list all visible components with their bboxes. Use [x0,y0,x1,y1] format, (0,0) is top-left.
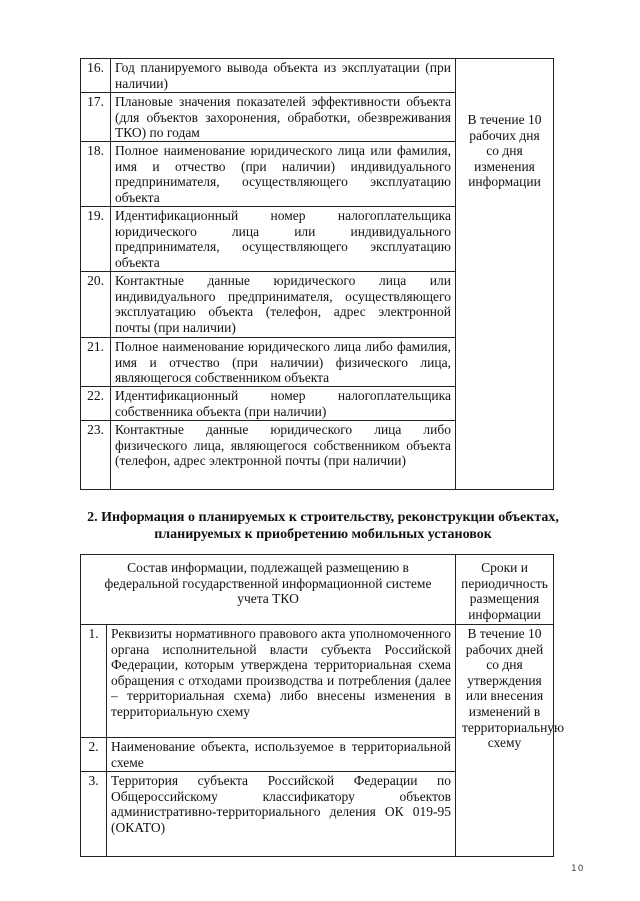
table-row [81,625,554,738]
row-number: 22. [81,387,111,421]
row-text: Наименование объекта, используемое в территориальной схеме [107,738,456,772]
row-number: 19. [81,207,111,272]
row-text: Плановые значения показателей эффективности объекта (для объектов захоронения, обработки, обезвреживания ТКО) по годам [111,93,456,142]
row-text: Территория субъекта Российской Федерации по Общероссийскому классификатору объектов административно-территориального деления ОК 019-95 (ОКАТО) [107,772,456,857]
deadline-text: В течение 10 рабочих дня со дня изменения информации [467,112,542,190]
header-deadline-column: Сроки и периодичность размещения информации [456,555,554,625]
row-text: Год планируемого вывода объекта из эксплуатации (при наличии) [111,59,456,93]
deadline-text: В течение 10 рабочих дней со дня утверждения или внесения изменений в территориальную схему [462,626,565,751]
section-heading: 2. Информация о планируемых к строительству, реконструкции объектах, планируемых к приобретению мобильных установок [87,510,559,542]
row-number: 18. [81,142,111,207]
row-text: Полное наименование юридического лица либо фамилия, имя и отчество (при наличии) физического лица, являющегося собственником объекта [111,338,456,387]
row-text: Идентификационный номер налогоплательщика юридического лица или индивидуального предпринимателя, осуществляющего эксплуатацию объекта [111,207,456,272]
page-number: 10 [571,864,585,874]
row-text: Контактные данные юридического лица либо физического лица, являющегося собственником объекта (телефон, адрес электронной почты (при наличии) [111,421,456,490]
row-number: 20. [81,272,111,338]
row-number: 2. [81,738,107,772]
table-section2 [80,554,565,857]
row-number: 21. [81,338,111,387]
table-header-row [81,555,554,625]
deadline-cell [456,625,565,857]
row-number: 17. [81,93,111,142]
row-text: Полное наименование юридического лица или фамилия, имя и отчество (при наличии) индивидуального предпринимателя, осуществляющего эксплуатацию объекта [111,142,456,207]
row-text: Контактные данные юридического лица или индивидуального предпринимателя, осуществляющего эксплуатацию объекта (телефон, адрес электронной почты (при наличии) [111,272,456,338]
table-row [81,59,554,93]
table-section1-continued [80,58,554,490]
row-text: Реквизиты нормативного правового акта уполномоченного органа исполнительной власти субъекта Российской Федерации, которым утверждена территориальная схема обращения с отходами производства и потребления (далее – территориальная схема) либо внесены изменения в территориальную схему [107,625,456,738]
deadline-cell [456,59,554,490]
row-number: 3. [81,772,107,857]
row-text: Идентификационный номер налогоплательщика собственника объекта (при наличии) [111,387,456,421]
header-info-column: Состав информации, подлежащей размещению в федеральной государственной информационной системе учета ТКО [81,555,456,625]
row-number: 1. [81,625,107,738]
row-number: 16. [81,59,111,93]
row-number: 23. [81,421,111,490]
